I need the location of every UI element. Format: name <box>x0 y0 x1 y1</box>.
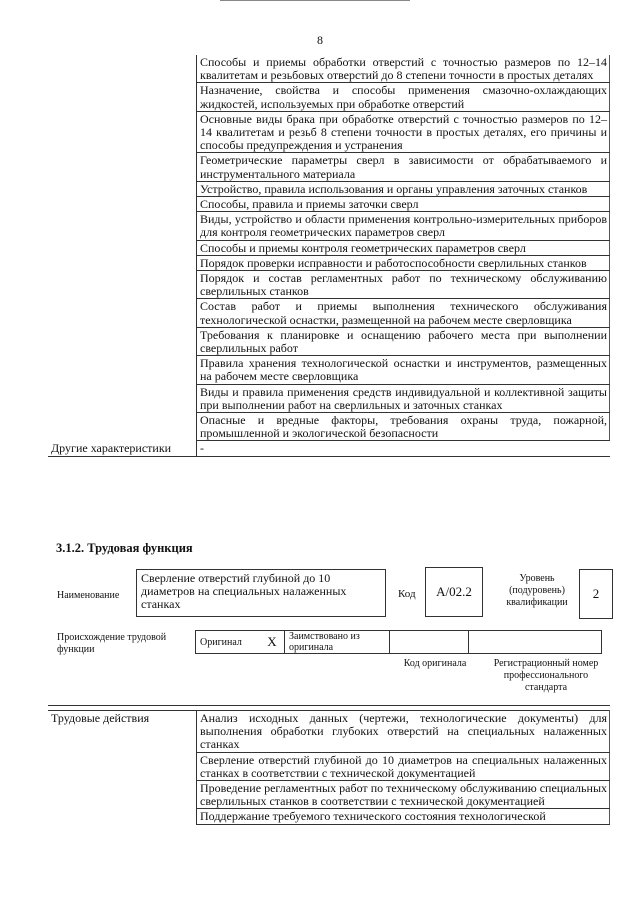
action-row <box>48 809 610 824</box>
origin-label: Происхождение трудовой функции <box>57 632 167 655</box>
action-item: Сверление отверстий глубиной до 10 диаметров на специальных налаженных станках в соответствии с технической документацией <box>197 752 610 780</box>
knowledge-row <box>48 356 610 384</box>
knowledge-item: Геометрические параметры сверл в зависимости от обрабатываемого и инструментального материала <box>197 153 610 181</box>
row-label-cell <box>48 197 197 212</box>
action-row <box>48 752 610 780</box>
other-characteristics-value: - <box>197 441 610 456</box>
code-label: Код <box>398 588 416 600</box>
knowledge-item: Назначение, свойства и способы применения смазочно-охлаждающих жидкостей, используемых при обработке отверстий <box>197 83 610 111</box>
action-item: Поддержание требуемого технического состояния технологической <box>197 809 610 824</box>
row-label-cell <box>48 181 197 196</box>
knowledge-row <box>48 55 610 83</box>
action-item: Проведение регламентных работ по техническому обслуживанию специальных сверлильных станков в соответствии с технической документацией <box>197 781 610 809</box>
actions-label: Трудовые действия <box>48 711 197 753</box>
function-code-box: А/02.2 <box>425 567 483 617</box>
row-label-cell <box>48 83 197 111</box>
knowledge-item: Порядок проверки исправности и работоспособности сверлильных станков <box>197 255 610 270</box>
reg-number-cell <box>469 631 602 654</box>
origin-code-cell <box>390 631 469 654</box>
row-label-cell <box>48 809 197 824</box>
row-label-cell <box>48 271 197 299</box>
row-label-cell <box>48 752 197 780</box>
row-label-cell <box>48 255 197 270</box>
knowledge-item: Состав работ и приемы выполнения технического обслуживания технологической оснастки, размещенной на рабочем месте сверловщика <box>197 299 610 327</box>
knowledge-item: Виды, устройство и области применения контрольно-измерительных приборов для контроля геометрических параметров сверл <box>197 212 610 240</box>
knowledge-row <box>48 181 610 196</box>
knowledge-item: Виды и правила применения средств индивидуальной и коллективной защиты при выполнении работ на сверлильных и заточных станках <box>197 384 610 412</box>
knowledge-item: Способы и приемы обработки отверстий с точностью размеров по 12–14 квалитетам и резьбовых отверстий до 8 степени точности в простых деталях <box>197 55 610 83</box>
knowledge-row <box>48 83 610 111</box>
other-characteristics-row <box>48 441 610 456</box>
row-label-cell <box>48 111 197 153</box>
qualification-level-box: 2 <box>579 569 613 619</box>
knowledge-row <box>48 212 610 240</box>
knowledge-item: Способы и приемы контроля геометрических параметров сверл <box>197 240 610 255</box>
knowledge-item: Порядок и состав регламентных работ по техническому обслуживанию сверлильных станков <box>197 271 610 299</box>
knowledge-table <box>48 55 610 457</box>
qualification-level-label: Уровень (подуровень) квалификации <box>506 573 568 608</box>
reg-number-label: Регистрационный номер профессионального стандарта <box>493 658 599 693</box>
knowledge-item: Способы, правила и приемы заточки сверл <box>197 197 610 212</box>
page-number: 8 <box>317 33 323 47</box>
row-label-cell <box>48 781 197 809</box>
function-name-box: Сверление отверстий глубиной до 10 диаметров на специальных налаженных станках <box>136 569 386 617</box>
original-mark: Х <box>260 631 285 654</box>
knowledge-row <box>48 271 610 299</box>
row-label-cell <box>48 356 197 384</box>
original-label: Оригинал <box>196 631 261 654</box>
knowledge-item: Основные виды брака при обработке отверстий с точностью размеров по 12–14 квалитетам и резьб 8 степени точности в простых деталях, его причины и способы предупреждения и устранения <box>197 111 610 153</box>
actions-table <box>48 710 610 825</box>
other-characteristics-label: Другие характеристики <box>48 441 197 456</box>
knowledge-row <box>48 111 610 153</box>
row-label-cell <box>48 153 197 181</box>
origin-table <box>195 630 602 654</box>
knowledge-row <box>48 153 610 181</box>
row-label-cell <box>48 327 197 355</box>
knowledge-item: Опасные и вредные факторы, требования охраны труда, пожарной, промышленной и экологической безопасности <box>197 413 610 441</box>
action-item: Анализ исходных данных (чертежи, технологические документы) для выполнения обработки глубоких отверстий на специальных налаженных станках <box>197 711 610 753</box>
name-label: Наименование <box>57 590 120 601</box>
knowledge-item: Устройство, правила использования и органы управления заточных станков <box>197 181 610 196</box>
knowledge-row <box>48 255 610 270</box>
knowledge-row <box>48 240 610 255</box>
section-divider <box>48 705 610 706</box>
knowledge-item: Требования к планировке и оснащению рабочего места при выполнении сверлильных работ <box>197 327 610 355</box>
origin-code-label: Код оригинала <box>403 658 467 669</box>
knowledge-row <box>48 413 610 441</box>
row-label-cell <box>48 299 197 327</box>
row-label-cell <box>48 55 197 83</box>
action-row <box>48 781 610 809</box>
knowledge-row <box>48 327 610 355</box>
knowledge-row <box>48 197 610 212</box>
row-label-cell <box>48 384 197 412</box>
action-row <box>48 711 610 753</box>
knowledge-row <box>48 299 610 327</box>
row-label-cell <box>48 240 197 255</box>
knowledge-row <box>48 384 610 412</box>
row-label-cell <box>48 212 197 240</box>
row-label-cell <box>48 413 197 441</box>
top-rule <box>220 0 410 1</box>
borrowed-label: Заимствовано из оригинала <box>285 631 390 654</box>
section-title: 3.1.2. Трудовая функция <box>56 541 193 555</box>
knowledge-item: Правила хранения технологической оснастки и инструментов, размещенных на рабочем месте сверловщика <box>197 356 610 384</box>
